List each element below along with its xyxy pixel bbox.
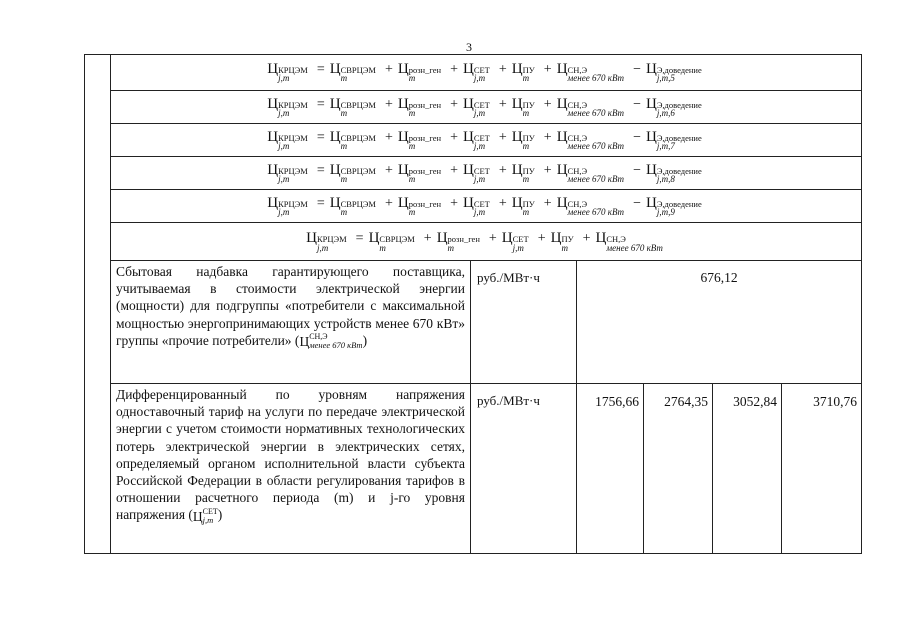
t1-sup: СВРЦЭМ [379, 234, 415, 245]
t6-op: − [633, 61, 641, 77]
t6-indices [657, 66, 702, 84]
t5-symbol: Ц [556, 161, 568, 178]
markup-symbol-sup: СН,Э [309, 332, 328, 342]
t4-op: + [498, 61, 507, 77]
tariff-value-2: 2764,35 [644, 384, 713, 554]
t2-op: + [423, 231, 432, 247]
lhs-symbol: Ц [267, 128, 279, 145]
t5-op: + [543, 162, 552, 178]
t5-symbol: Ц [556, 128, 568, 145]
formula-row [111, 124, 862, 157]
t6-sub: j,m,8 [656, 174, 675, 185]
t3-sub: j,m [473, 141, 486, 152]
t4-sup: ПУ [522, 64, 535, 75]
formula [267, 162, 705, 185]
t4-op: + [498, 195, 507, 211]
t6-indices [657, 167, 702, 185]
formula [267, 61, 705, 84]
t5-sup: СН,Э [567, 165, 588, 176]
t2-sub: m [408, 207, 416, 218]
t5-indices [568, 200, 625, 218]
formula [267, 195, 705, 218]
lhs-indices [278, 200, 308, 218]
t5-sup: СН,Э [567, 99, 588, 110]
t1-sub: m [340, 108, 348, 119]
t2-indices [409, 134, 441, 152]
lhs-sub: j,m [278, 141, 290, 152]
t2-sup: розн_ген [408, 165, 442, 176]
t5-sup: СН,Э [567, 132, 588, 143]
t1-symbol: Ц [329, 128, 341, 145]
markup-value: 676,12 [577, 261, 862, 384]
t4-symbol: Ц [511, 60, 523, 77]
tariff-symbol [193, 510, 203, 524]
t2-indices [448, 235, 480, 253]
t3-sub: j,m [473, 73, 486, 84]
t1-op: = [316, 162, 325, 178]
t3-sub: j,m [512, 242, 524, 253]
t4-op: + [498, 129, 507, 145]
t6-indices [657, 200, 702, 218]
t4-sup: ПУ [522, 132, 535, 143]
t5-indices [606, 235, 663, 253]
t4-sub: m [522, 174, 530, 185]
lhs-sub: j,m [278, 207, 290, 218]
t2-op: + [384, 61, 393, 77]
t2-op: + [384, 129, 393, 145]
t5-sub: менее 670 кВт [606, 242, 663, 253]
lhs-sup: КРЦЭМ [278, 165, 308, 176]
t5-symbol: Ц [595, 230, 607, 247]
tariff-unit: руб./МВт·ч [471, 384, 577, 554]
t4-symbol: Ц [511, 128, 523, 145]
t2-indices [409, 66, 441, 84]
t4-symbol: Ц [511, 194, 523, 211]
table-left-column [84, 54, 111, 554]
t1-sub: m [379, 242, 386, 253]
t2-sub: m [408, 73, 416, 84]
lhs-sup: КРЦЭМ [278, 132, 308, 143]
t2-sub: m [408, 141, 416, 152]
lhs-indices [278, 66, 308, 84]
t3-sub: j,m [473, 174, 486, 185]
t5-indices [568, 134, 625, 152]
formula-row [111, 223, 862, 261]
tariff-value-3: 3052,84 [713, 384, 782, 554]
t1-indices [379, 235, 414, 253]
page-number: 3 [466, 40, 472, 54]
t2-op: + [384, 195, 393, 211]
t3-indices [474, 134, 490, 152]
t3-sup: СЕТ [512, 234, 529, 245]
t2-indices [409, 101, 441, 119]
t3-symbol: Ц [462, 95, 474, 112]
t1-sup: СВРЦЭМ [340, 198, 376, 209]
t4-sub: m [522, 108, 530, 119]
lhs-sup: КРЦЭМ [278, 64, 308, 75]
t4-indices [523, 200, 535, 218]
t2-sup: розн_ген [408, 198, 442, 209]
t1-sup: СВРЦЭМ [340, 99, 376, 110]
tariff-value-1: 1756,66 [577, 384, 644, 554]
t3-sup: СЕТ [473, 198, 490, 209]
t3-indices [474, 101, 490, 119]
t6-symbol: Ц [645, 128, 657, 145]
t5-indices [568, 66, 625, 84]
t6-symbol: Ц [645, 95, 657, 112]
t3-indices [513, 235, 529, 253]
t1-op: = [316, 96, 325, 112]
t6-sub: j,m,9 [656, 207, 675, 218]
t4-sub: m [561, 242, 568, 253]
markup-symbol-char: Ц [299, 333, 310, 349]
t2-sub: m [408, 108, 416, 119]
t1-sub: m [340, 141, 348, 152]
t4-symbol: Ц [511, 161, 523, 178]
t1-symbol: Ц [329, 194, 341, 211]
t2-sup: розн_ген [408, 64, 442, 75]
t5-sub: менее 670 кВт [567, 141, 625, 152]
t6-op: − [633, 96, 641, 112]
t5-sup: СН,Э [606, 234, 626, 245]
t6-sub: j,m,5 [656, 73, 675, 84]
t3-symbol: Ц [462, 194, 474, 211]
t4-symbol: Ц [511, 95, 523, 112]
t2-op: + [384, 96, 393, 112]
t2-sup: розн_ген [408, 99, 442, 110]
markup-description [111, 261, 471, 384]
t6-symbol: Ц [645, 194, 657, 211]
t1-op: = [355, 231, 364, 247]
t3-symbol: Ц [501, 230, 513, 247]
t3-symbol: Ц [462, 161, 474, 178]
t6-symbol: Ц [645, 161, 657, 178]
tariff-symbol-indices [203, 508, 218, 525]
t5-op: + [543, 96, 552, 112]
lhs-sup: КРЦЭМ [316, 234, 347, 245]
t3-sub: j,m [473, 207, 486, 218]
t4-op: + [537, 231, 546, 247]
tariff-symbol-char: Ц [192, 508, 203, 524]
markup-symbol [299, 335, 309, 349]
t1-sup: СВРЦЭМ [340, 165, 376, 176]
tariff-description [111, 384, 471, 554]
lhs-indices [317, 235, 347, 253]
t1-sup: СВРЦЭМ [340, 64, 376, 75]
t4-sub: m [522, 207, 530, 218]
t6-indices [657, 101, 702, 119]
t3-sup: СЕТ [473, 99, 490, 110]
t5-sup: СН,Э [567, 64, 588, 75]
t1-sub: m [340, 207, 348, 218]
t4-op: + [498, 162, 507, 178]
t3-op: + [488, 231, 497, 247]
t4-sup: ПУ [522, 99, 535, 110]
t2-symbol: Ц [397, 194, 409, 211]
tariff-close-paren: ) [217, 507, 223, 523]
t5-sub: менее 670 кВт [567, 174, 625, 185]
t1-op: = [316, 129, 325, 145]
t6-op: − [633, 162, 641, 178]
t1-symbol: Ц [329, 161, 341, 178]
t3-symbol: Ц [462, 60, 474, 77]
t1-op: = [316, 61, 325, 77]
lhs-sub: j,m [278, 73, 290, 84]
t5-sub: менее 670 кВт [567, 73, 625, 84]
t5-sup: СН,Э [567, 198, 588, 209]
lhs-sub: j,m [278, 108, 290, 119]
t4-indices [561, 235, 573, 253]
t4-indices [523, 134, 535, 152]
t1-indices [341, 134, 376, 152]
t4-sub: m [522, 141, 530, 152]
t2-symbol: Ц [397, 128, 409, 145]
t3-sub: j,m [473, 108, 486, 119]
t6-sup: Э,доведение [656, 165, 702, 176]
t6-op: − [633, 129, 641, 145]
t1-sup: СВРЦЭМ [340, 132, 376, 143]
t3-indices [474, 66, 490, 84]
t3-symbol: Ц [462, 128, 474, 145]
formula-row [111, 157, 862, 190]
t3-indices [474, 167, 490, 185]
t1-sub: m [340, 174, 348, 185]
t3-op: + [450, 195, 458, 211]
formula [267, 129, 705, 152]
lhs-symbol: Ц [267, 95, 279, 112]
lhs-symbol: Ц [267, 194, 279, 211]
markup-unit: руб./МВт·ч [471, 261, 577, 384]
t4-sup: ПУ [561, 234, 574, 245]
tariff-description-text: Дифференцированный по уровням напряжения одноставочный тариф на услуги по передаче электрической энергии с учетом стоимости нормативных технологических потерь электрической энергии в электрических сетях, определяемый органом исполнительной власти субъекта Российской Федерации в области регулирования тарифов в отношении расчетного периода (m) и j-го уровня напряжения ( [116, 387, 465, 523]
t2-symbol: Ц [397, 60, 409, 77]
t2-sub: m [447, 242, 455, 253]
t4-indices [523, 167, 535, 185]
t5-op: + [582, 231, 591, 247]
t5-sub: менее 670 кВт [567, 108, 625, 119]
markup-description-text: Сбытовая надбавка гарантирующего поставщика, учитываемая в стоимости электрической энергии (мощности) для подгруппы «потребители с максимальной мощностью энергопринимающих устройств менее 670 кВт» группы «прочие потребители» ( [116, 264, 465, 348]
t2-op: + [384, 162, 393, 178]
lhs-symbol: Ц [267, 60, 279, 77]
t1-sub: m [340, 73, 348, 84]
t2-sup: розн_ген [408, 132, 442, 143]
t2-indices [409, 200, 441, 218]
lhs-indices [278, 101, 308, 119]
t5-op: + [543, 129, 552, 145]
t1-symbol: Ц [329, 95, 341, 112]
t2-symbol: Ц [397, 161, 409, 178]
t6-symbol: Ц [645, 60, 657, 77]
lhs-indices [278, 134, 308, 152]
t6-sub: j,m,6 [656, 108, 675, 119]
t3-op: + [450, 96, 458, 112]
t6-sup: Э,доведение [656, 132, 702, 143]
t5-symbol: Ц [556, 95, 568, 112]
t1-indices [341, 167, 376, 185]
formula [306, 230, 667, 253]
t6-sub: j,m,7 [656, 141, 675, 152]
tariff-value-4: 3710,76 [782, 384, 862, 554]
t4-indices [523, 101, 535, 119]
t3-sup: СЕТ [473, 64, 490, 75]
t1-symbol: Ц [329, 60, 341, 77]
tariff-symbol-sup: СЕТ [202, 507, 218, 517]
t6-sup: Э,доведение [656, 64, 702, 75]
markup-symbol-indices [309, 333, 362, 350]
t6-sup: Э,доведение [656, 198, 702, 209]
t6-indices [657, 134, 702, 152]
t6-op: − [633, 195, 641, 211]
t5-indices [568, 167, 625, 185]
t4-symbol: Ц [550, 230, 562, 247]
t3-op: + [450, 61, 458, 77]
t4-sup: ПУ [522, 198, 535, 209]
t1-symbol: Ц [368, 230, 380, 247]
formula-row [111, 190, 862, 223]
t2-sub: m [408, 174, 416, 185]
t1-indices [341, 66, 376, 84]
t1-indices [341, 101, 376, 119]
formula-row [111, 91, 862, 124]
markup-symbol-sub: менее 670 кВт [309, 340, 363, 351]
t1-indices [341, 200, 376, 218]
formula [267, 96, 705, 119]
t5-indices [568, 101, 625, 119]
t2-indices [409, 167, 441, 185]
t3-indices [474, 200, 490, 218]
t3-sup: СЕТ [473, 165, 490, 176]
t2-symbol: Ц [436, 230, 448, 247]
t6-sup: Э,доведение [656, 99, 702, 110]
t4-sup: ПУ [522, 165, 535, 176]
t3-sup: СЕТ [473, 132, 490, 143]
t3-op: + [450, 162, 458, 178]
t2-symbol: Ц [397, 95, 409, 112]
t2-sup: розн_ген [447, 234, 480, 245]
tariff-symbol-sub: j,m [202, 515, 214, 526]
t3-op: + [450, 129, 458, 145]
lhs-sup: КРЦЭМ [278, 99, 308, 110]
lhs-indices [278, 167, 308, 185]
markup-close-paren: ) [362, 332, 368, 348]
t5-sub: менее 670 кВт [567, 207, 625, 218]
t1-op: = [316, 195, 325, 211]
lhs-symbol: Ц [306, 230, 317, 247]
formula-row [111, 54, 862, 91]
lhs-sup: КРЦЭМ [278, 198, 308, 209]
t5-op: + [543, 195, 552, 211]
t5-op: + [543, 61, 552, 77]
t4-indices [523, 66, 535, 84]
t4-op: + [498, 96, 507, 112]
lhs-sub: j,m [316, 242, 329, 253]
lhs-symbol: Ц [267, 161, 279, 178]
lhs-sub: j,m [278, 174, 290, 185]
t5-symbol: Ц [556, 194, 568, 211]
t5-symbol: Ц [556, 60, 568, 77]
t4-sub: m [522, 73, 530, 84]
